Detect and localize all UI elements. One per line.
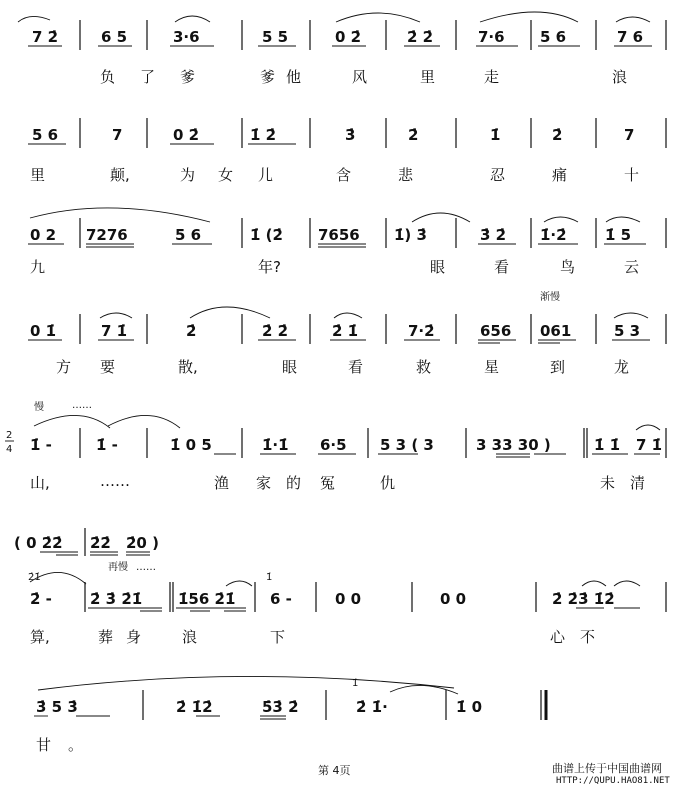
- time-sig-bottom: 4: [6, 444, 13, 455]
- dots: ……: [136, 562, 156, 573]
- lyric: 星: [484, 358, 500, 376]
- measure: 1̇: [490, 126, 501, 144]
- time-sig-top: 2: [6, 430, 13, 441]
- lyric: 忍: [490, 166, 506, 184]
- measure: 6 5: [101, 28, 128, 46]
- measure: 0 0: [335, 590, 362, 608]
- lyric: ……: [100, 472, 130, 490]
- lyric: 不: [580, 628, 596, 646]
- measure: 5 3: [614, 322, 641, 340]
- measure: 7 2̇: [32, 28, 59, 46]
- grace-note: 2̇1̇: [28, 572, 41, 583]
- measure: 3̇ 2̇: [480, 226, 507, 244]
- lyric: 葬: [98, 628, 114, 646]
- measure: 1̇ -: [30, 436, 52, 454]
- tempo-mark: 渐慢: [540, 292, 560, 303]
- row-5: [5, 400, 666, 492]
- measure: 3̇ 5 3̇: [36, 698, 78, 716]
- dots: ……: [72, 400, 92, 411]
- measure: 7: [112, 126, 123, 144]
- lyric: 身: [126, 628, 142, 646]
- measure: 2̇ 2̇3̇ 1̇2̇: [552, 590, 615, 608]
- footer: [318, 761, 670, 785]
- row-3: [28, 208, 666, 303]
- lyric: 未: [600, 474, 616, 492]
- lyric: 走: [484, 68, 500, 86]
- lyric: 鸟: [560, 258, 576, 276]
- measure: 2̇ 3̇ 2̇1̇: [90, 590, 143, 608]
- lyric: 浪: [182, 628, 198, 646]
- measure: 0 0: [440, 590, 467, 608]
- measure: 0 2̇: [335, 28, 362, 46]
- lyric: 眼: [282, 358, 298, 376]
- watermark-title: 曲谱上传于中国曲谱网: [552, 762, 662, 775]
- measure: 7·6: [478, 28, 505, 46]
- row-6: [14, 528, 159, 556]
- lyric: 女: [218, 166, 234, 184]
- measure: 0 1̇: [30, 322, 57, 340]
- measure: 1̇ 0 5: [170, 436, 212, 454]
- measure: 1̇ 1̇: [594, 436, 621, 454]
- lyric: 爹: [260, 68, 276, 86]
- measure: 7 6: [617, 28, 644, 46]
- lyric: 要: [100, 358, 116, 376]
- lyric: 眼: [430, 258, 446, 276]
- tempo-mark: 再慢: [108, 562, 128, 573]
- measure: 2̇ 2̇: [407, 28, 434, 46]
- measure: 5 5: [262, 28, 289, 46]
- measure: 1̇ -: [96, 436, 118, 454]
- measure: 1̇ 0: [456, 698, 483, 716]
- measure: 1̇ 5: [605, 226, 632, 244]
- lyric: 他: [286, 68, 302, 86]
- row-2: [28, 118, 666, 184]
- measure: 7656: [318, 226, 360, 244]
- lyric: 浪: [612, 68, 628, 86]
- lyric: 下: [270, 628, 286, 646]
- measure: 0 2: [30, 226, 57, 244]
- measure: 5 6: [175, 226, 202, 244]
- lyric: 悲: [398, 166, 414, 184]
- lyric: 含: [336, 166, 352, 184]
- measure: 7·2̇: [408, 322, 435, 340]
- measure: 1̇·1̇: [262, 436, 289, 454]
- measure: 2̇: [186, 322, 197, 340]
- measure: 5 6: [540, 28, 567, 46]
- measure: 7276: [86, 226, 128, 244]
- measure: 2̇: [552, 126, 563, 144]
- lyric: 了: [140, 68, 156, 86]
- lyric: 儿: [258, 166, 274, 184]
- measure: 2̇ -: [30, 590, 52, 608]
- lyric: 。: [68, 736, 84, 754]
- lyric: 的: [286, 474, 302, 492]
- lyric: 看: [348, 358, 364, 376]
- lyric: 云: [624, 258, 640, 276]
- measure: 1̇56 2̇1̇: [178, 590, 236, 608]
- lyric: 年?: [258, 258, 281, 276]
- row-1: [18, 12, 666, 86]
- measure: 6·5: [320, 436, 347, 454]
- measure: 5 6: [32, 126, 59, 144]
- grace-note: 1̇: [266, 572, 273, 583]
- lyric: 九: [30, 258, 46, 276]
- measure: 7 1̇: [636, 436, 663, 454]
- lyric: 冤: [320, 474, 336, 492]
- measure: 061: [540, 322, 572, 340]
- lyric: 家: [256, 474, 272, 492]
- measure: 7: [624, 126, 635, 144]
- grace-note: 1̇: [352, 678, 359, 689]
- lyric: 到: [550, 358, 566, 376]
- lyric: 痛: [552, 166, 568, 184]
- lyric: 算,: [30, 628, 50, 646]
- lyric: 仇: [380, 474, 396, 492]
- watermark-url: HTTP://QUPU.HAO81.NET: [556, 776, 670, 785]
- measure: 5 3 ( 3: [380, 436, 434, 454]
- lyric: 风: [352, 68, 368, 86]
- measure: 2̇ 1̇·: [356, 698, 388, 716]
- lyric: 救: [416, 358, 432, 376]
- lyric: 渔: [214, 474, 230, 492]
- measure: 0 2̇: [173, 126, 200, 144]
- measure: 1̇ 2̇: [250, 126, 277, 144]
- lyric: 清: [630, 474, 646, 492]
- measure: 7 1̇: [101, 322, 128, 340]
- lyric: 心: [550, 628, 566, 646]
- measure: 2̇ 2̇: [262, 322, 289, 340]
- measure: 2̇ 1̇2̇: [176, 698, 213, 716]
- lyric: 为: [180, 166, 196, 184]
- measure: 2̇: [408, 126, 419, 144]
- row-8: [34, 676, 546, 754]
- measure: 1̇ (2̇: [250, 226, 283, 244]
- lyric: 负: [100, 68, 116, 86]
- measure: 3 33 30 ): [476, 436, 551, 454]
- measure: 2̇2̇: [90, 534, 111, 552]
- lyric: 龙: [614, 358, 630, 376]
- lyric: 爹: [180, 68, 196, 86]
- lyric: 甘: [36, 736, 52, 754]
- measure: ( 0 2̇2̇: [14, 534, 63, 552]
- measure: 1̇·2̇: [540, 226, 567, 244]
- row-4: [28, 307, 666, 376]
- tempo-mark: 慢: [34, 402, 44, 413]
- measure: 656: [480, 322, 512, 340]
- lyric: 里: [30, 166, 46, 184]
- measure: 6 -: [270, 590, 292, 608]
- page-number: 第 4页: [318, 764, 351, 777]
- lyric: 方: [56, 358, 72, 376]
- lyric: 十: [624, 166, 640, 184]
- lyric: 里: [420, 68, 436, 86]
- lyric: 颠,: [110, 166, 130, 184]
- measure: 3̇: [345, 126, 356, 144]
- row-7: [28, 560, 666, 646]
- measure: 2̇0 ): [126, 534, 159, 552]
- lyric: 散,: [178, 358, 198, 376]
- measure: 2̇ 1̇: [332, 322, 359, 340]
- measure: 5̇3̇ 2̇: [262, 698, 299, 716]
- lyric: 山,: [30, 474, 50, 492]
- lyric: 看: [494, 258, 510, 276]
- measure: 3·6: [173, 28, 200, 46]
- measure: 1̇) 3̇: [394, 226, 427, 244]
